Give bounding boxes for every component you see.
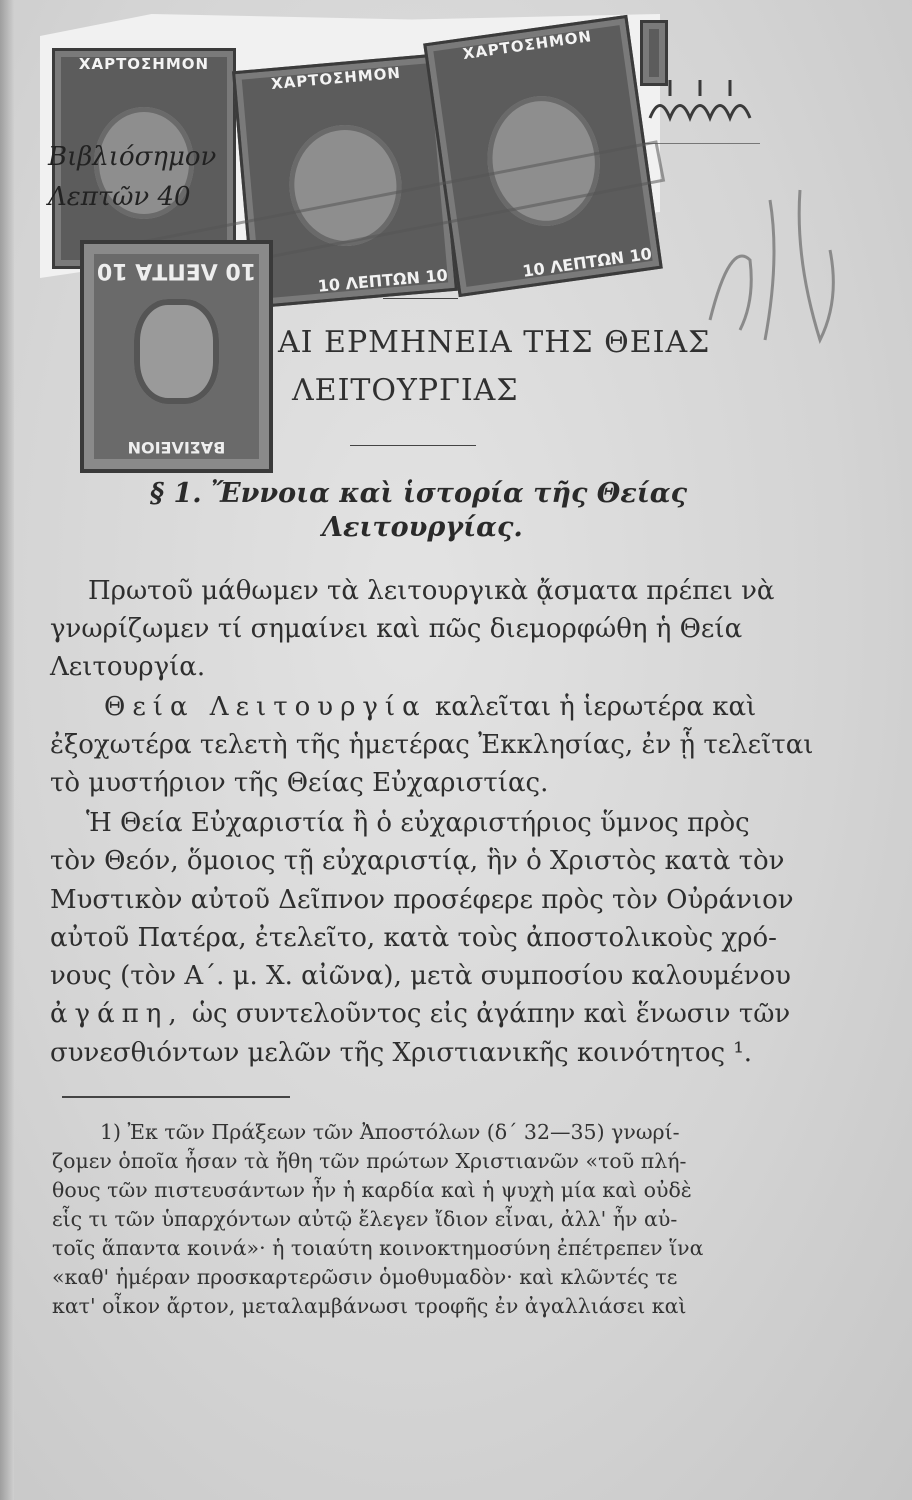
body-line-9: Μυστικὸν αὐτοῦ Δεῖπνον προσέφερε πρὸς τὸν Οὐράνιον bbox=[50, 885, 794, 915]
section-heading-line2: Λειτουργίας. bbox=[322, 512, 523, 543]
chapter-title-line2: ΛΕΙΤΟΥΡΓΙΑΣ bbox=[292, 373, 519, 408]
spaced-term-agape: ἀγάπη, bbox=[50, 999, 184, 1029]
royal-stamp-label: ΒΑΣΙΛΕΙΟΝ bbox=[127, 438, 226, 457]
title-rule-top bbox=[383, 298, 458, 299]
crest-icon bbox=[134, 299, 219, 404]
body-line-2: γνωρίζωμεν τί σημαίνει καὶ πῶς διεμορφώθη ἡ Θεία bbox=[50, 614, 743, 644]
body-line-4: Θεία Λειτουργία καλεῖται ἡ ἱερωτέρα καὶ bbox=[104, 692, 757, 722]
body-line-6: τὸ μυστήριον τῆς Θείας Εὐχαριστίας. bbox=[50, 768, 549, 798]
chapter-title-line1: ΑΙ ΕΡΜΗΝΕΙΑ ΤΗΣ ΘΕΙΑΣ bbox=[278, 325, 711, 360]
section-heading-line1: § 1. Ἔννοια καὶ ἱστορία τῆς Θείας bbox=[150, 478, 688, 509]
stamp-heading: ΧΑΡΤΟΣΗΜΟΝ bbox=[78, 55, 210, 73]
footnote-line-1: 1) Ἐκ τῶν Πράξεων τῶν Ἀποστόλων (δ΄ 32—35) γνωρί- bbox=[100, 1120, 680, 1144]
footnote-line-6: «καθ' ἡμέραν προσκαρτερῶσιν ὁμοθυμαδὸν· καὶ κλῶντές τε bbox=[52, 1265, 678, 1289]
footnote-line-5: τοῖς ἅπαντα κοινά»· ἡ τοιαύτη κοινοκτημοσύνη ἐπέτρεπεν ἵνα bbox=[52, 1236, 704, 1260]
body-line-8: τὸν Θεόν, ὅμοιος τῇ εὐχαριστίᾳ, ἣν ὁ Χριστὸς κατὰ τὸν bbox=[50, 846, 785, 876]
stamp-heading: ΧΑΡΤΟΣΗΜΟΝ bbox=[270, 63, 402, 94]
royal-stamp bbox=[80, 240, 273, 473]
body-line-12: ἀγάπη, ὡς συντελοῦντος εἰς ἀγάπην καὶ ἕνωσιν τῶν bbox=[50, 999, 791, 1029]
footnote-line-7: κατ' οἶκον ἄρτον, μεταλαμβάνωσι τροφῆς ἐν ἀγαλλιάσει καὶ bbox=[52, 1294, 687, 1318]
footnote-line-2: ζομεν ὁποῖα ἦσαν τὰ ἤθη τῶν πρώτων Χριστιανῶν «τοῦ πλή- bbox=[52, 1149, 687, 1173]
body-line-3: Λειτουργία. bbox=[50, 652, 206, 682]
body-line-5: ἐξοχωτέρα τελετὴ τῆς ἡμετέρας Ἐκκλησίας, ἐν ᾗ τελεῖται bbox=[50, 730, 814, 760]
fiscal-stamp-4-partial bbox=[640, 20, 668, 86]
stamp-value: 10 ΛΕΠΤΩΝ 10 bbox=[521, 243, 653, 281]
stamp-heading: ΧΑΡΤΟΣΗΜΟΝ bbox=[461, 27, 594, 64]
body-line-1: Πρωτοῦ μάθωμεν τὰ λειτουργικὰ ᾄσματα πρέπει νὰ bbox=[88, 576, 775, 606]
handwritten-stamp-label: Βιβλιόσημον bbox=[48, 142, 217, 172]
footnote-line-4: εἷς τι τῶν ὑπαρχόντων αὐτῷ ἔλεγεν ἴδιον εἶναι, ἀλλ' ἦν αὐ- bbox=[52, 1207, 678, 1231]
body-line-11: νους (τὸν Α΄. μ. Χ. αἰῶνα), μετὰ συμποσίου καλουμένου bbox=[50, 961, 791, 991]
royal-stamp-value: 10 ΛΕΠΤΑ 10 bbox=[96, 258, 257, 283]
body-line-10: αὐτοῦ Πατέρα, ἐτελεῖτο, κατὰ τοὺς ἀποστολικοὺς χρό- bbox=[50, 923, 777, 953]
footnote-rule bbox=[62, 1096, 290, 1098]
body-line-7: Ἡ Θεία Εὐχαριστία ἢ ὁ εὐχαριστήριος ὕμνος πρὸς bbox=[86, 808, 750, 838]
title-rule-bottom bbox=[350, 445, 476, 446]
body-line-13: συνεσθιόντων μελῶν τῆς Χριστιανικῆς κοινότητος ¹. bbox=[50, 1038, 753, 1068]
footnote-line-3: θους τῶν πιστευσάντων ἦν ἡ καρδία καὶ ἡ ψυχὴ μία καὶ οὐδὲ bbox=[52, 1178, 692, 1202]
stamp-value: 10 ΛΕΠΤΩΝ 10 bbox=[316, 265, 449, 296]
handwritten-stamp-value: Λεπτῶν 40 bbox=[48, 182, 191, 212]
spaced-term-liturgy: Θεία Λειτουργία bbox=[104, 692, 427, 722]
page-gutter bbox=[0, 0, 14, 1500]
